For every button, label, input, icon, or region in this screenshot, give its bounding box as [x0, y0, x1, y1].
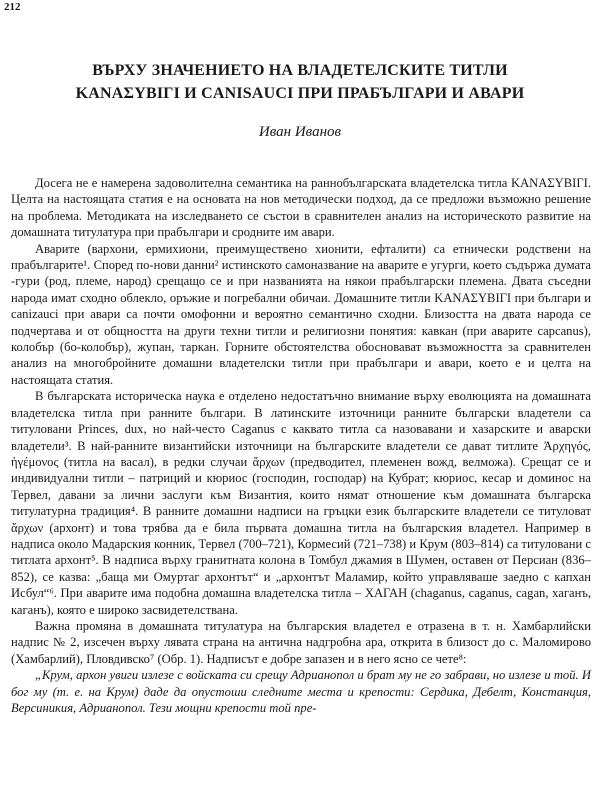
title-line-2: ΚΑΝΑΣΥΒΙΓΙ И CANISAUCI ПРИ ПРАБЪЛГАРИ И АВАРИ	[75, 85, 525, 102]
paragraph-avars: Аварите (вархони, ермихиони, преимуществено хионити, ефталити) са етнически родствени на прабългарите¹. Според по-нови данни² истинското самоназвание на аварите е угурги, което съдържа думата -гури (род, племе, народ) срещащо се и при названията на някои прабългарски племена. Двата съседни народа имат сходно облекло, оръжие и погребални обичаи. Домашните титли ΚΑΝΑΣΥΒΙΓΙ при българи и canizauci при авари са почти омофонни и вероятно семантично сходни. Близостта на двата народа се подчертава и от общността на други техни титли и религиозни понятия: кавкан (при аварите capcanus), колобър (бо-колобър), жупан, таркан. Горните обстоятелства обосновават възможността за сравнителен анализ на многобройните домашни владетелски титли при прабългари и авари, което е и целта на настоящата статия.	[11, 241, 591, 387]
paragraph-inscription: Важна промяна в домашната титулатура на българския владетел е отразена в т. н. Хамбарлийски надпис № 2, изсечен върху лявата страна на антична надгробна ара, открита в близост до с. Маломирово (Хамбарлий), Пловдивско⁷ (Обр. 1). Надписът е добре запазен и в него ясно се чете⁸:	[11, 618, 591, 666]
paragraph-intro: Досега не е намерена задоволителна семантика на раннобългарската владетелска титла ΚΑΝΑΣΥΒΙΓΙ. Целта на настоящата статия е на основата на нов методически подход, да се предложи възможно решение на проблема. Методиката на изследването се състои в сравнителен анализ на историческото развитие на домашната титулатура при прабългари и сродните им авари.	[11, 176, 591, 240]
article-title	[20, 59, 580, 105]
inscription-quote: „Крум, архон увиги излезе с войската си срещу Адрианопол и брат му не го забрави, но излезе и той. И бог му (т. е. на Крум) даде да опустоши следните места и крепости: Сердика, Дебелт, Констанция, Версиникия, Адрианопол. Тези мощни крепости той пре-	[11, 668, 591, 715]
page-number: 212	[4, 1, 21, 13]
article-body	[11, 175, 591, 716]
paragraph-titles: В българската историческа наука е отделено недостатъчно внимание върху еволюцията на домашната владетелска титла при ранните българи. В латинските източници ранните български владетели са титуловани Princes, dux, но най-често Caganus с каквато титла са назовавани и хазарските и аварски владетели³. В най-ранните византийски източници на българските владетели се дават титлите Ἀρχηγός, ἡγέμονος (титла на васал), в редки случаи ἄρχων (предводител, племенен вожд, велможа). Срещат се и индивидуални титли – патриций и кюриос (господин, господар) на Кубрат; кюриос, кесар и доминос на Тервел, давани за лични заслуги към Византия, които нямат отношение към домашната българска титулатурна традиция⁴. В ранните домашни надписи на гръцки език българските владетели се титуловат ἄρχων (архонт) и това трябва да е била първата домашна титла на българския владетел. Например в надписа около Мадарския конник, Тервел (700–721), Кормесий (721–738) и Крум (803–814) са титуловани с титлата архонт⁵. В надписа върху гранитната колона в Томбул джамия в Шумен, оставен от Персиан (836–852), се казва: „баща ми Омуртаг архонтът“ и „архонтът Маламир, който управляваше заедно с капхан Исбул“⁶. При аварите има подобна домашна владетелска титла – ХАГАН (chaganus, caganus, cagan, хаганъ, каганъ), която е широко засвидетелствана.	[11, 389, 591, 617]
author-name: Иван Иванов	[258, 124, 342, 140]
title-line-1: ВЪРХУ ЗНАЧЕНИЕТО НА ВЛАДЕТЕЛСКИТЕ ТИТЛИ	[92, 62, 508, 79]
